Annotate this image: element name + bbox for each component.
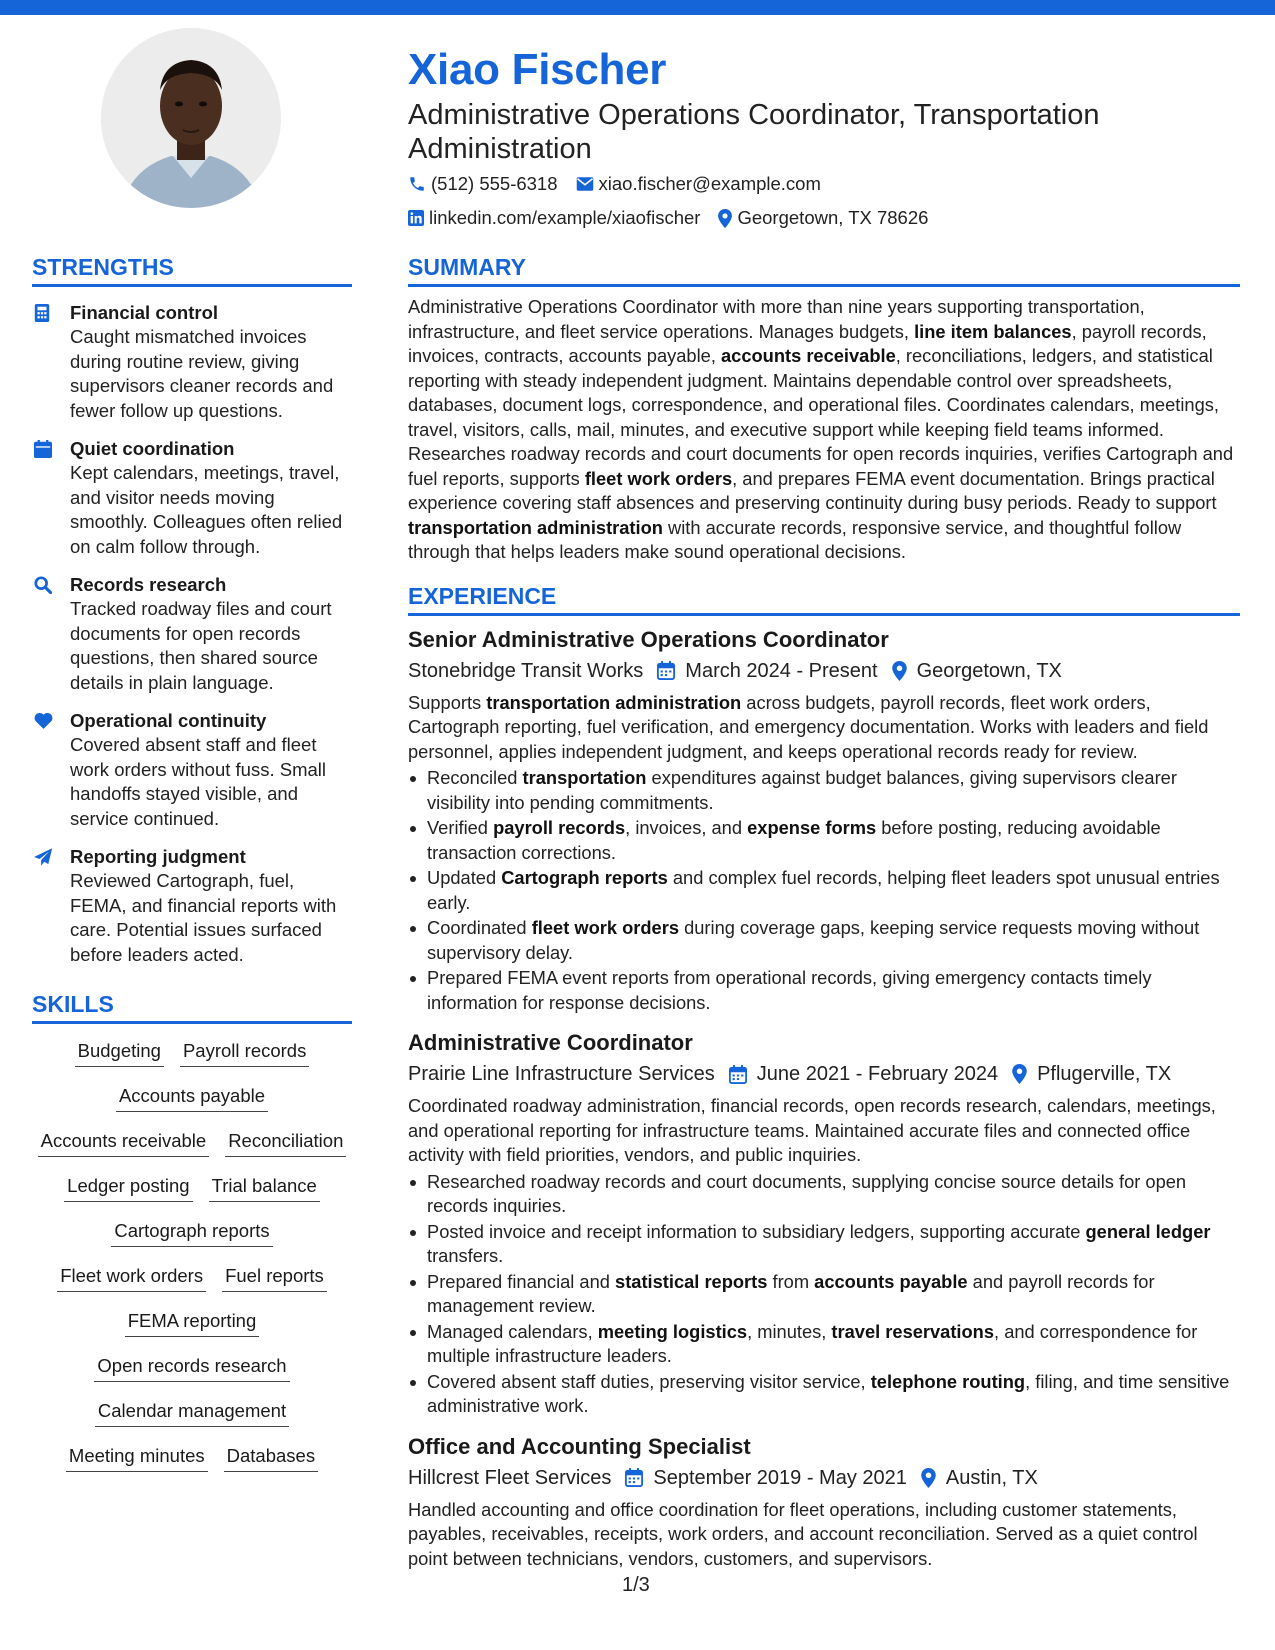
job-bullet <box>408 1270 1240 1319</box>
calendar-icon <box>657 661 675 680</box>
text-run: and complex fuel records, helping fleet leaders spot unusual entries early. <box>427 867 1220 913</box>
heart-icon <box>32 709 70 831</box>
text-run: , and correspondence for multiple infrastructure leaders. <box>427 1320 1198 1366</box>
location-icon <box>1012 1064 1027 1084</box>
job-description <box>408 1094 1240 1168</box>
text-run: , reconciliations, ledgers, and statistical reporting with steady independent judgment. Maintains dependable control over spreadsheets, databases, document logs, correspondence, and operational files. Coordinates calendars, meetings, travel, visitors, calls, mail, minutes, and executive support while keeping field teams informed. Researches roadway records and court documents for open records inquiries, verifies Cartograph and fuel reports, supports <box>408 345 1234 489</box>
emphasized-text: statistical reports <box>615 1270 768 1292</box>
calculator-icon <box>32 301 70 423</box>
text-run: Supports <box>408 691 487 713</box>
skill-row <box>32 1083 352 1128</box>
skill-row <box>32 1128 352 1173</box>
strengths-heading: STRENGTHS <box>32 252 352 287</box>
skill-tag: Budgeting <box>75 1038 164 1067</box>
paper-plane-icon <box>32 845 70 967</box>
skill-row <box>32 1308 352 1353</box>
job-entry <box>408 1433 1240 1572</box>
location-contact <box>718 202 928 234</box>
experience-heading: EXPERIENCE <box>408 581 1240 616</box>
text-run: from <box>767 1270 815 1292</box>
skill-tag: Databases <box>224 1443 318 1472</box>
text-run: Coordinated <box>427 917 532 938</box>
skill-row <box>32 1398 352 1443</box>
calendar-icon <box>625 1468 643 1487</box>
text-run: , minutes, <box>747 1320 832 1342</box>
text-run: Handled accounting and office coordination for fleet operations, including customer statements, payables, receivables, receipts, work orders, and account reconciliation. Served as a quiet control point between technicians, vendors, customers, and supervisors. <box>408 1498 1198 1569</box>
skill-tag: Fleet work orders <box>57 1263 206 1292</box>
text-run: during coverage gaps, keeping service requests moving without supervisory delay. <box>427 917 1200 963</box>
text-run: Researched roadway records and court documents, supplying concise source details for open records inquiries. <box>427 1170 1187 1216</box>
emphasized-text: expense forms <box>747 817 877 838</box>
calendar-icon <box>729 1065 747 1084</box>
text-run: , and prepares FEMA event documentation. Brings practical experience covering staff absences and preserving continuity during busy periods. Ready to support <box>408 467 1217 513</box>
job-location-text: Austin, TX <box>945 1466 1038 1489</box>
strength-title: Records research <box>70 574 227 595</box>
text-run: Updated <box>427 867 502 888</box>
job-title: Administrative Coordinator <box>408 1030 693 1055</box>
skill-row <box>32 1218 352 1263</box>
job-bullet <box>408 1320 1240 1369</box>
resume-header <box>408 44 1248 234</box>
location-icon <box>892 661 907 681</box>
skill-tag: Reconciliation <box>225 1128 346 1157</box>
strength-desc: Reviewed Cartograph, fuel, FEMA, and financial reports with care. Potential issues surfaced before leaders acted. <box>70 870 337 965</box>
emphasized-text: accounts receivable <box>720 345 896 366</box>
job-bullet <box>408 966 1240 1015</box>
emphasized-text: line item balances <box>914 320 1072 342</box>
candidate-title: Administrative Operations Coordinator, Transportation Administration <box>408 99 1100 165</box>
emphasized-text: general ledger <box>1085 1220 1211 1242</box>
skill-tag: FEMA reporting <box>125 1308 260 1337</box>
skill-tag: Cartograph reports <box>111 1218 272 1247</box>
job-description <box>408 1498 1240 1572</box>
job-company: Stonebridge Transit Works <box>408 659 644 682</box>
text-run: with accurate records, responsive service, and thoughtful follow through that helps leaders make sound operational decisions. <box>408 516 1182 562</box>
strength-item <box>32 709 352 831</box>
job-entry <box>408 1029 1240 1419</box>
job-bullet <box>408 1220 1240 1269</box>
job-location-text: Georgetown, TX <box>916 659 1062 682</box>
emphasized-text: meeting logistics <box>597 1320 748 1342</box>
skill-row <box>32 1038 352 1083</box>
calendar-icon <box>32 437 70 559</box>
emphasized-text: Cartograph reports <box>501 867 668 888</box>
strength-title: Quiet coordination <box>70 438 235 459</box>
emphasized-text: telephone routing <box>870 1370 1026 1392</box>
job-dates-text: June 2021 - February 2024 <box>756 1063 999 1085</box>
job-bullet <box>408 766 1240 815</box>
left-column <box>32 252 352 1488</box>
emphasized-text: fleet work orders <box>584 467 733 489</box>
job-dates <box>625 1463 907 1493</box>
text-run: Managed calendars, <box>427 1320 598 1342</box>
job-meta <box>408 1463 1240 1493</box>
text-run: transfers. <box>427 1245 504 1266</box>
job-bullet <box>408 816 1240 865</box>
job-company: Hillcrest Fleet Services <box>408 1466 612 1489</box>
skill-row <box>32 1443 352 1488</box>
email-icon <box>576 176 594 192</box>
job-dates-text: September 2019 - May 2021 <box>653 1466 907 1489</box>
job-title: Office and Accounting Specialist <box>408 1433 751 1459</box>
skill-tag: Meeting minutes <box>66 1443 208 1472</box>
profile-photo <box>101 28 281 208</box>
text-run: across budgets, payroll records, fleet work orders, Cartograph reporting, fuel verification, and emergency documentation. Works with leaders and field personnel, applies independent judgment, and keeps operational records ready for review. <box>408 691 1209 762</box>
page-number: 1/3 <box>622 1574 650 1596</box>
linkedin-icon <box>408 210 424 226</box>
job-meta <box>408 656 1240 686</box>
emphasized-text: transportation administration <box>486 691 742 713</box>
emphasized-text: payroll records <box>493 817 626 838</box>
skill-tag: Accounts payable <box>116 1083 268 1112</box>
job-location <box>921 1463 1038 1493</box>
skill-row <box>32 1173 352 1218</box>
skill-tag: Fuel reports <box>222 1263 327 1292</box>
text-run: Prepared FEMA event reports from operational records, giving emergency contacts timely information for response decisions. <box>427 967 1152 1013</box>
skill-tag: Calendar management <box>95 1398 289 1427</box>
job-bullet <box>408 1170 1240 1219</box>
skill-tag: Ledger posting <box>64 1173 192 1202</box>
job-bullets <box>408 1170 1240 1419</box>
strength-desc: Kept calendars, meetings, travel, and visitor needs moving smoothly. Colleagues often relied on calm follow through. <box>70 462 343 557</box>
job-dates <box>729 1059 998 1089</box>
linkedin-contact[interactable] <box>408 202 700 234</box>
text-run: Verified <box>427 817 494 838</box>
job-bullets <box>408 766 1240 1015</box>
skills-heading: SKILLS <box>32 989 352 1024</box>
job-meta <box>408 1059 1240 1089</box>
skill-tag: Accounts receivable <box>38 1128 210 1157</box>
right-column <box>408 252 1240 1571</box>
job-location <box>892 656 1062 686</box>
contact-row-1 <box>408 168 1248 200</box>
skill-tag: Payroll records <box>180 1038 309 1067</box>
emphasized-text: transportation administration <box>408 516 663 538</box>
skill-tag: Trial balance <box>209 1173 320 1202</box>
strength-item <box>32 573 352 695</box>
job-entry <box>408 626 1240 1016</box>
text-run: and payroll records for management review. <box>427 1270 1155 1316</box>
phone-contact <box>408 168 558 200</box>
phone-text: (512) 555-6318 <box>431 173 558 194</box>
strength-desc: Tracked roadway files and court documents for open records questions, then shared source details in plain language. <box>70 598 332 693</box>
location-icon <box>718 209 732 228</box>
email-text[interactable]: xiao.fischer@example.com <box>598 173 821 194</box>
job-description <box>408 691 1240 765</box>
text-run: Posted invoice and receipt information to subsidiary ledgers, supporting accurate <box>427 1220 1086 1242</box>
text-run: Covered absent staff duties, preserving visitor service, <box>427 1370 871 1392</box>
emphasized-text: transportation <box>522 767 647 788</box>
text-run: , payroll records, invoices, contracts, accounts payable, <box>408 320 1207 366</box>
skill-row <box>32 1263 352 1308</box>
job-location-text: Pflugerville, TX <box>1037 1063 1172 1085</box>
contact-row-2 <box>408 202 1248 234</box>
strength-title: Financial control <box>70 302 219 323</box>
email-contact[interactable] <box>576 168 821 200</box>
emphasized-text: accounts payable <box>814 1270 968 1292</box>
strength-item <box>32 845 352 967</box>
job-bullet <box>408 866 1240 915</box>
text-run: expenditures against budget balances, giving supervisors clearer visibility into pending commitments. <box>427 767 1177 813</box>
job-bullet <box>408 1370 1240 1419</box>
experience-list <box>408 626 1240 1572</box>
top-accent-bar <box>0 0 1275 15</box>
location-text: Georgetown, TX 78626 <box>737 207 929 228</box>
text-run: Reconciled <box>427 767 523 788</box>
text-run: , invoices, and <box>625 817 748 838</box>
profile-photo-image <box>101 28 281 208</box>
summary-heading: SUMMARY <box>408 252 1240 287</box>
emphasized-text: travel reservations <box>831 1320 995 1342</box>
job-bullet <box>408 916 1240 965</box>
strength-desc: Covered absent staff and fleet work orders without fuss. Small handoffs stayed visible, and service continued. <box>70 734 327 829</box>
strength-title: Operational continuity <box>70 710 267 731</box>
phone-icon <box>408 175 426 193</box>
linkedin-text[interactable]: linkedin.com/example/xiaofischer <box>429 207 701 228</box>
job-location <box>1012 1059 1171 1089</box>
text-run: Prepared financial and <box>427 1270 616 1292</box>
strength-item <box>32 301 352 423</box>
candidate-name: Xiao Fischer <box>408 45 667 94</box>
job-dates <box>657 656 877 686</box>
emphasized-text: fleet work orders <box>531 917 679 938</box>
summary-text <box>408 295 1240 565</box>
job-dates-text: March 2024 - Present <box>685 659 878 682</box>
strength-title: Reporting judgment <box>70 846 246 867</box>
text-run: before posting, reducing avoidable transaction corrections. <box>427 817 1161 863</box>
location-icon <box>921 1468 936 1488</box>
skill-tag: Open records research <box>94 1353 289 1382</box>
text-run: Coordinated roadway administration, financial records, open records research, calendars, meetings, and operational reporting for infrastructure teams. Maintained accurate files and connected office activity with field priorities, vendors, and public inquiries. <box>408 1095 1216 1165</box>
strength-desc: Caught mismatched invoices during routine review, giving supervisors cleaner records and fewer follow up questions. <box>70 326 334 421</box>
text-run: , filing, and time sensitive administrative work. <box>427 1370 1230 1416</box>
search-icon <box>32 573 70 695</box>
strength-item <box>32 437 352 559</box>
job-title: Senior Administrative Operations Coordinator <box>408 626 889 652</box>
text-run: Administrative Operations Coordinator with more than nine years supporting transportation, infrastructure, and fleet service operations. Manages budgets, <box>408 296 1145 342</box>
skill-row <box>32 1353 352 1398</box>
job-company: Prairie Line Infrastructure Services <box>408 1063 715 1085</box>
skills-list <box>32 1038 352 1488</box>
